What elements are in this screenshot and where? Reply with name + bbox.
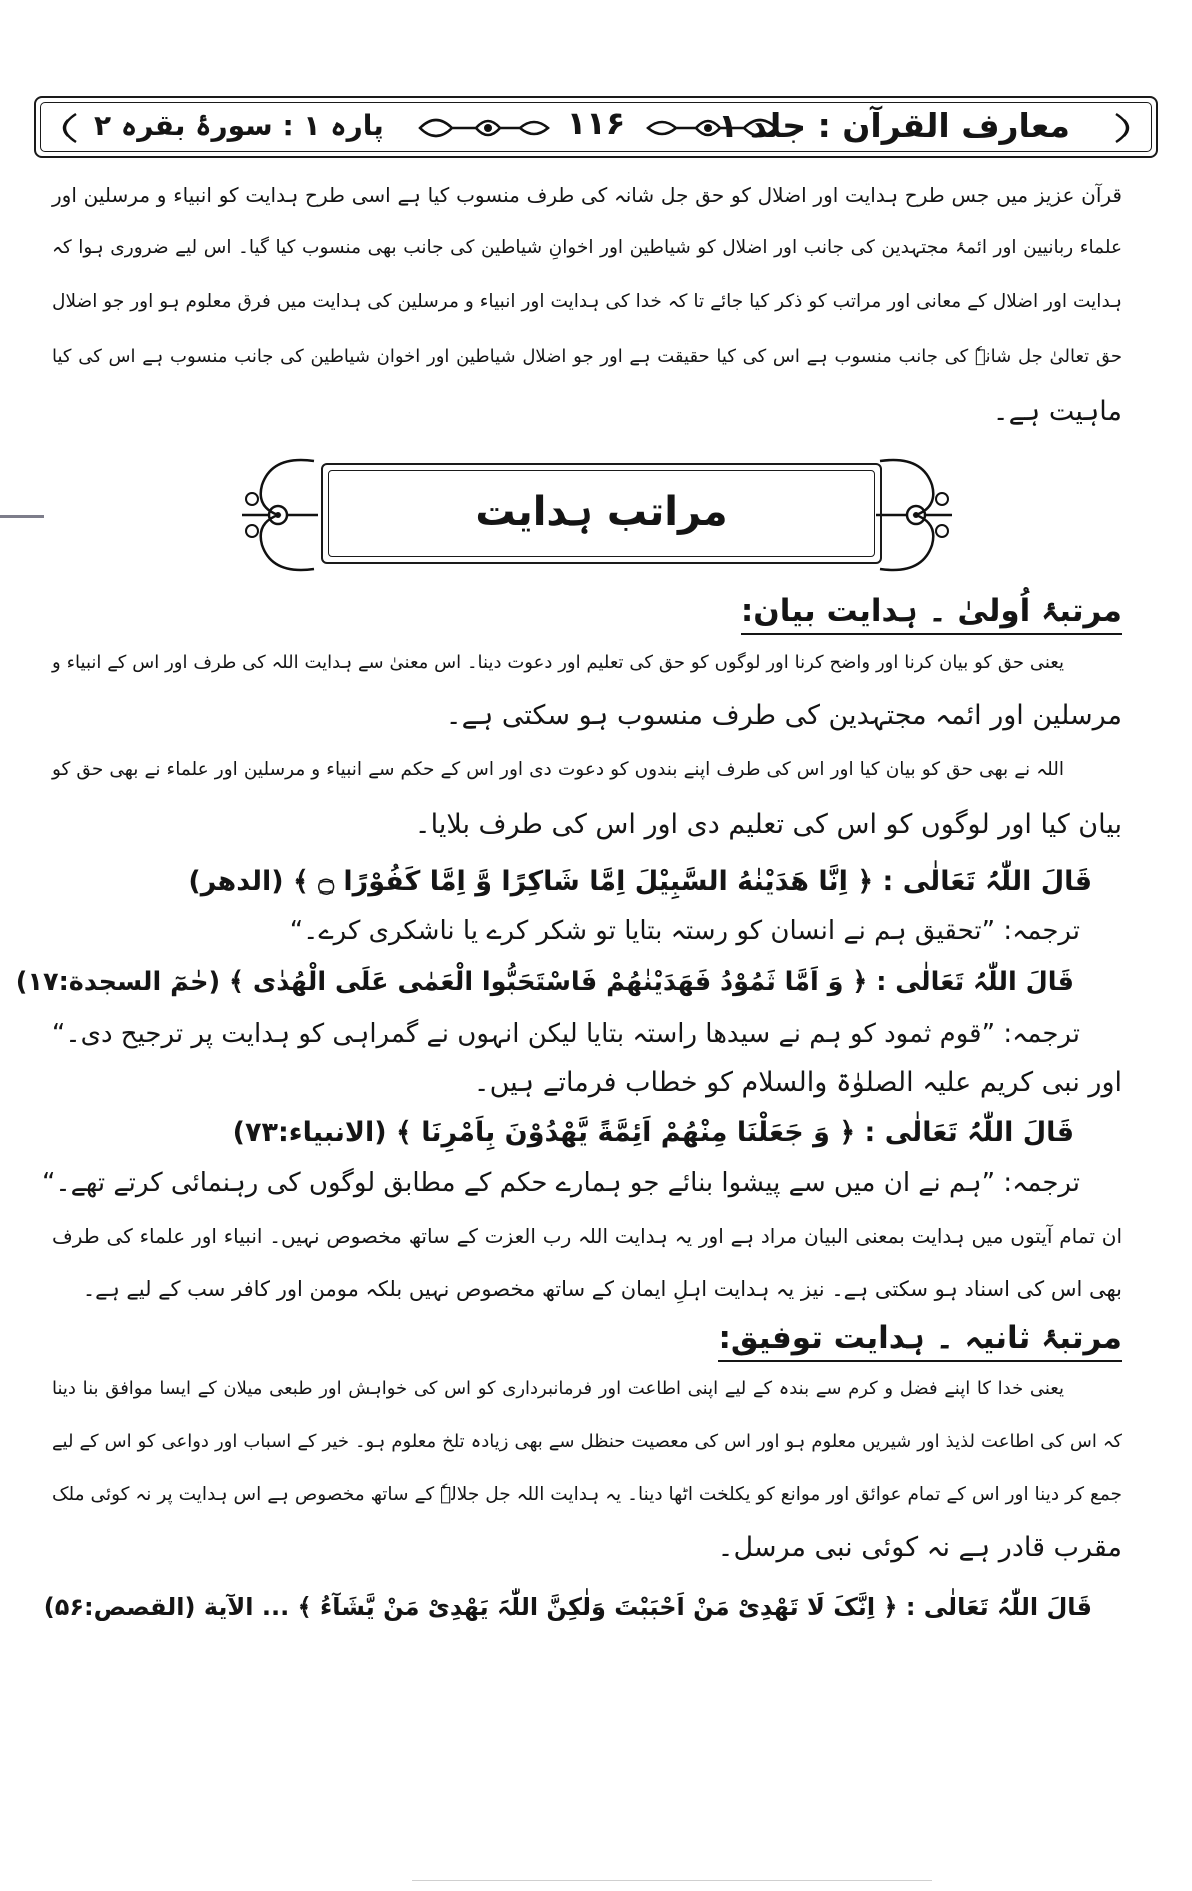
rank2-heading: مرتبۂ ثانیہ ۔ ہدایت توفیق: xyxy=(718,1317,1122,1362)
rank2-line: جمع کر دینا اور اس کے تمام عوائق اور موانع کو یکلخت اٹھا دینا۔ یہ ہدایت اللہ جل جلالہٗ کے ساتھ مخصوص ہے اس ہدایت پر نہ کوئی ملک xyxy=(52,1484,1122,1505)
header-left-ornament-icon xyxy=(416,110,556,146)
rank1-heading: مرتبۂ اُولیٰ ۔ ہدایت بیان: xyxy=(741,590,1122,635)
intro-line: ہدایت اور اضلال کے معانی اور مراتب کو ذکر کیا جائے تا کہ خدا کی ہدایت اور انبیاء و مرسلین کی ہدایت میں فرق معلوم ہو اور جو اضلال xyxy=(52,291,1122,312)
intro-line: حق تعالیٰ جل شانہٗ کی جانب منسوب ہے اس کی کیا حقیقت ہے اور جو اضلال شیاطین اور اخوان شیاطین کی جانب منسوب ہے اس کی کیا xyxy=(52,346,1122,367)
section-title-box xyxy=(321,463,882,564)
rank1-closing-line: ان تمام آیتوں میں ہدایت بمعنی البیان مراد ہے اور یہ ہدایت اللہ رب العزت کے ساتھ مخصوص نہیں۔ انبیاء اور علماء کی طرف xyxy=(52,1224,1122,1248)
header-left-flourish-icon xyxy=(46,110,80,146)
para-surah-label: پارہ ۱ : سورۂ بقرہ ۲ xyxy=(94,109,384,142)
header-right-flourish-icon xyxy=(1112,110,1146,146)
rank1-line: یعنی حق کو بیان کرنا اور واضح کرنا اور لوگوں کو حق کی تعلیم اور دعوت دینا۔ اس معنیٰ سے ہدایت اللہ کی طرف اور اس کے انبیاء و xyxy=(52,652,1064,673)
header-right-ornament-icon xyxy=(640,110,780,146)
rank1-line: مرسلین اور ائمہ مجتہدین کی طرف منسوب ہو سکتی ہے۔ xyxy=(445,700,1122,731)
verse-anbiya: قَالَ اللّٰہُ تَعَالٰی : ﴿ وَ جَعَلْنَا مِنْھُمْ اَئِمَّةً یَّھْدُوْنَ بِاَمْرِنَا ﴾ (الانبیاء:۷۳) xyxy=(232,1117,1074,1148)
rank1-line: اللہ نے بھی حق کو بیان کیا اور اس کی طرف اپنے بندوں کو دعوت دی اور اس کے حکم سے انبیاء و مرسلین اور علماء نے بھی حق کو xyxy=(52,759,1064,780)
rank2-line: مقرب قادر ہے نہ کوئی نبی مرسل۔ xyxy=(717,1532,1122,1563)
rank2-line: یعنی خدا کا اپنے فضل و کرم سے بندہ کے لیے اپنی اطاعت اور فرمانبرداری کو اس کی خواہش اور طبعی میلان کے ایسا موافق بنا دینا xyxy=(52,1378,1064,1399)
translation-fussilat: ترجمہ: ”قوم ثمود کو ہم نے سیدھا راستہ بتایا لیکن انہوں نے گمراہی کو ہدایت پر ترجیح دی۔“ xyxy=(51,1019,1080,1049)
book-title: معارف القرآن : جلد ۱ xyxy=(718,106,1070,145)
running-header xyxy=(34,96,1158,158)
verse-dahr: قَالَ اللّٰہُ تَعَالٰی : ﴿ اِنَّا ھَدَیْنٰهُ السَّبِیْلَ اِمَّا شَاکِرًا وَّ اِمَّا کَفُوْرًا ۝ ﴾ (الدھر) xyxy=(188,866,1092,897)
page-number: ۱۱۶ xyxy=(566,104,626,142)
corner-ornament-right-icon xyxy=(870,455,962,575)
intro-line: ماہیت ہے۔ xyxy=(992,396,1122,427)
corner-ornament-left-icon xyxy=(232,455,324,575)
intro-line: قرآن عزیز میں جس طرح ہدایت اور اضلال کو حق جل شانہ کی طرف منسوب کیا ہے اسی طرح ہدایت کو انبیاء و مرسلین اور xyxy=(52,183,1122,207)
scan-artifact-line xyxy=(412,1880,932,1881)
rank1-line: بیان کیا اور لوگوں کو اس کی تعلیم دی اور اس کی طرف بلایا۔ xyxy=(414,809,1122,840)
verse-fussilat: قَالَ اللّٰہُ تَعَالٰی : ﴿ وَ اَمَّا ثَمُوْدُ فَھَدَیْنٰھُمْ فَاسْتَحَبُّوا الْعَمٰی عَلَی الْھُدٰی ﴾ (حٰمٓ السجدة:۱۷) xyxy=(15,967,1074,997)
rank2-line: کہ اس کی اطاعت لذیذ اور شیریں معلوم ہو اور اس کی معصیت حنظل سے بھی زیادہ تلخ معلوم ہو۔ خیر کے اسباب اور دواعی کو اس کے لیے xyxy=(52,1431,1122,1452)
verse-qasas: قَالَ اللّٰہُ تَعَالٰی : ﴿ اِنَّکَ لَا تَھْدِیْ مَنْ اَحْبَبْتَ وَلٰکِنَّ اللّٰہَ یَھْدِیْ مَنْ یَّشَآءُ ﴾ ... الآیة (القصص:۵۶) xyxy=(43,1593,1092,1621)
translation-anbiya: ترجمہ: ”ہم نے ان میں سے پیشوا بنائے جو ہمارے حکم کے مطابق لوگوں کی رہنمائی کرتے تھے۔“ xyxy=(41,1168,1080,1198)
rank1-closing-line: بھی اس کی اسناد ہو سکتی ہے۔ نیز یہ ہدایت اہلِ ایمان کے ساتھ مخصوص نہیں بلکہ مومن اور کافر سب کے لیے ہے۔ xyxy=(82,1277,1122,1301)
nabi-line: اور نبی کریم علیہ الصلوٰۃ والسلام کو خطاب فرماتے ہیں۔ xyxy=(473,1067,1122,1098)
intro-line: علماء ربانیین اور ائمۂ مجتہدین کی جانب اور اضلال کو شیاطین اور اخوانِ شیاطین کی جانب بھی منسوب کیا گیا۔ اس لیے ضروری ہوا کہ xyxy=(52,237,1122,258)
section-title: مراتب ہدایت xyxy=(475,489,728,535)
translation-dahr: ترجمہ: ”تحقیق ہم نے انسان کو رستہ بتایا تو شکر کرے یا ناشکری کرے۔“ xyxy=(289,916,1080,946)
margin-mark xyxy=(0,515,44,518)
